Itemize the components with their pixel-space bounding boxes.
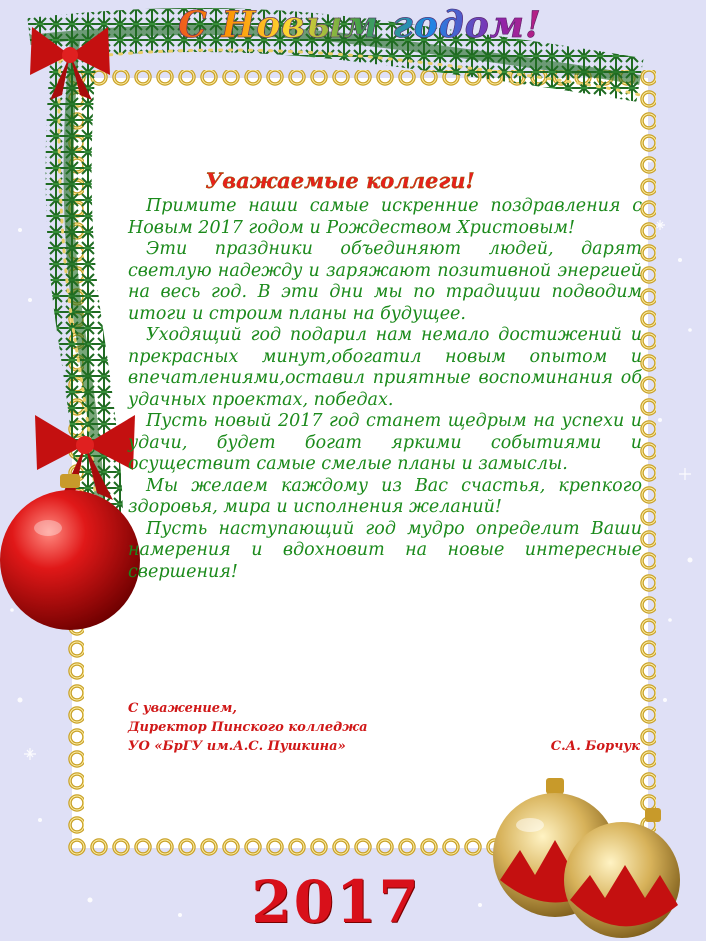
header-title: С Новым годом! — [150, 4, 570, 48]
signature-position: Директор Пинского колледжа — [128, 720, 368, 735]
letter-paragraph: Пусть наступающий год мудро определит Ваши намерения и вдохновит на новые интересные свершения! — [128, 518, 642, 582]
letter-paragraph: Мы желаем каждому из Вас счастья, крепкого здоровья, мира и исполнения желаний! — [128, 475, 642, 517]
letter-paragraph: Пусть новый 2017 год станет щедрым на успехи и удачи, будет богат яркими событиями и осуществит самые смелые планы и замыслы. — [128, 411, 642, 474]
greeting-heading: Уважаемые коллеги! — [205, 168, 475, 193]
letter-paragraph: Примите наши самые искренние поздравления с Новым 2017 годом и Рождеством Христовым! — [128, 196, 642, 238]
letter-body — [128, 196, 642, 583]
signature-block — [128, 699, 648, 756]
letter-paragraph: Эти праздники объединяют людей, дарят светлую надежду и заряжают позитивной энергией на весь год. В эти дни мы по традиции подводим итоги и строим планы на будущее. — [128, 239, 642, 324]
year-label: 2017 — [251, 868, 421, 936]
signature-name: С.А. Борчук — [550, 739, 640, 754]
signature-organization: УО «БрГУ им.А.С. Пушкина» — [128, 739, 346, 754]
signature-regards: С уважением, — [128, 701, 237, 716]
letter-paragraph: Уходящий год подарил нам немало достижений и прекрасных минут,обогатил новым опытом и впечатлениями,оставил приятные воспоминания об удачных проектах, победах. — [128, 325, 642, 410]
